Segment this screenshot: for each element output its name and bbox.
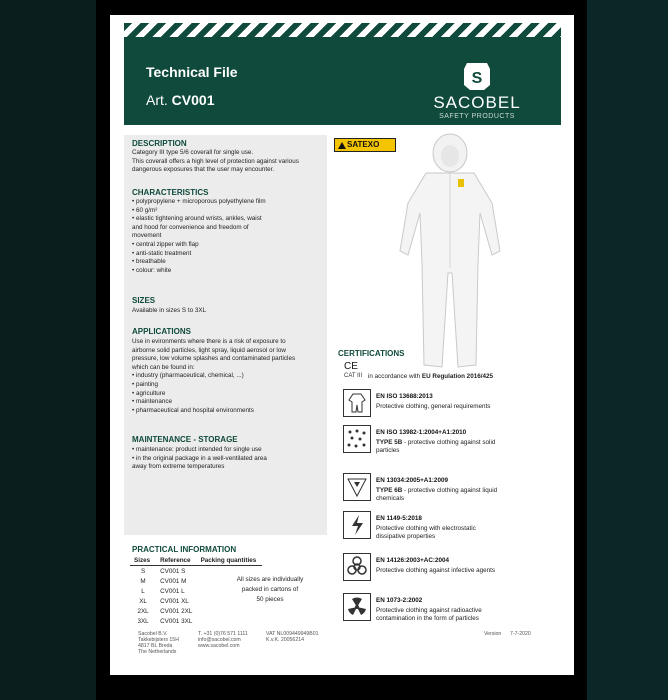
ce-mark: CE (344, 361, 358, 372)
satexo-label: SATEXO (347, 140, 380, 149)
cert-2-standard: EN ISO 13982-1:2004+A1:2010 (376, 429, 467, 436)
footer-version-label: Version (484, 631, 502, 637)
practical-heading: PRACTICAL INFORMATION (132, 545, 237, 554)
reference-cell: CV001 2XL (160, 607, 193, 615)
cert-2-type: TYPE 5B (376, 439, 403, 446)
applications-text: Use in evironments where there is a risk of exposure to airborne solid particles, light spray, liquid aerosol or low pressure, low volume splashes and contaminated particles which can be found in: • industry (pharmaceutical, chemical, ...) • painting • agriculture • maintenance • pharmaceutical and hospital environments (132, 338, 296, 414)
svg-text:S: S (471, 70, 483, 87)
column-header: Packing quantities (197, 557, 263, 566)
page-title: Technical File (146, 64, 238, 80)
leather-hide-icon (422, 59, 532, 93)
size-cell: 2XL (137, 607, 149, 615)
column-header: Reference (156, 557, 196, 566)
cert-2-description (376, 439, 495, 456)
size-cell: M (140, 577, 146, 585)
regulation-prefix: in accordance with (368, 373, 421, 380)
cert-3-text: - protective clothing against liquid chemicals (376, 487, 498, 503)
description-text: Category III type 5/6 coverall for single use. This coverall offers a high level of protection against various dangerous exposures that the user may encounter. (132, 149, 299, 174)
logo-wordmark: SACOBEL (433, 93, 521, 112)
cert-6-standard: EN 1073-2:2002 (376, 597, 423, 604)
cert-4-standard: EN 1149-5:2018 (376, 515, 422, 522)
footer-contact: T. +31 (0)76 571 1111 info@sacobel.com www.sacobel.com (198, 631, 248, 649)
maintenance-heading: MAINTENANCE - STORAGE (132, 435, 238, 444)
liquid-chemicals-pictogram-icon (343, 473, 371, 501)
cert-5-standard: EN 14126:2003+AC:2004 (376, 557, 449, 564)
reference-cell: CV001 3XL (160, 617, 193, 625)
logo-tagline: SAFETY PRODUCTS (439, 113, 515, 120)
technical-sheet (110, 15, 574, 675)
cert-4-description: Protective clothing with electrostatic dissipative properties (376, 525, 476, 541)
frame-left (0, 0, 96, 700)
sacobel-logo (422, 59, 532, 121)
footer-version-date: 7-7-2020 (510, 631, 531, 637)
white-coverall-image (388, 133, 518, 373)
reference-cell: CV001 S (160, 567, 186, 575)
size-cell: L (141, 587, 145, 595)
cert-3-standard: EN 13034:2005+A1:2009 (376, 477, 448, 484)
electrostatic-pictogram-icon (343, 511, 371, 539)
article-prefix: Art. (146, 92, 168, 108)
article-label (146, 92, 214, 108)
size-cell: XL (139, 597, 147, 605)
size-cell: S (140, 567, 146, 575)
cert-1-standard: EN ISO 13688:2013 (376, 393, 433, 400)
cert-1-description: Protective clothing, general requirements (376, 403, 491, 410)
biohazard-pictogram-icon (343, 553, 371, 581)
satexo-badge (334, 138, 396, 152)
coverall-pictogram-icon (343, 389, 371, 417)
radioactive-pictogram-icon (343, 593, 371, 621)
table-header-row (130, 557, 262, 566)
cert-3-description (376, 487, 497, 504)
cert-5-description: Protective clothing against infective agents (376, 567, 496, 574)
description-heading: DESCRIPTION (132, 139, 187, 148)
table-row (130, 606, 262, 616)
article-code: CV001 (171, 92, 215, 108)
sizes-text: Available in sizes S to 3XL (132, 307, 207, 314)
reference-cell: CV001 M (160, 577, 187, 585)
regulation-name: EU Regulation 2016/425 (421, 373, 493, 380)
cert-6-description: Protective clothing against radioactive contamination in the form of particles (376, 607, 482, 623)
characteristics-heading: CHARACTERISTICS (132, 188, 209, 197)
footer-address: Sacobel B.V. Takkebijsters 15H 4817 BL Breda The Netherlands (138, 631, 179, 655)
certifications-heading: CERTIFICATIONS (338, 349, 405, 358)
hazard-stripes (124, 23, 561, 37)
cat-label: CAT III (344, 373, 363, 379)
footer-vat: VAT NL009449949B01 K.v.K. 20056214 (266, 631, 319, 643)
frame-right (587, 0, 668, 700)
applications-heading: APPLICATIONS (132, 327, 191, 336)
warning-triangle-icon (338, 142, 346, 149)
reference-cell: CV001 XL (160, 597, 189, 605)
characteristics-text: • polypropylene + microporous polyethylene film • 60 g/m² • elastic tightening around wrists, ankles, waist and hood for convenience and freedom of movement • central zipper with flap • anti-static treatment • breathable • colour: white (132, 198, 266, 274)
column-header: Sizes (130, 557, 156, 566)
header-banner (124, 37, 561, 125)
packing-quantities: All sizes are individually packed in cartons of 50 pieces (236, 576, 304, 603)
regulation-text (368, 373, 493, 380)
cert-2-text: - protective clothing against solid particles (376, 439, 496, 455)
table-row (130, 616, 262, 626)
cert-3-type: TYPE 6B (376, 487, 403, 494)
solid-particles-pictogram-icon (343, 425, 371, 453)
frame-left-edge (96, 0, 110, 700)
maintenance-text: • maintenance: product intended for single use • in the original package in a well-ventilated area away from extreme temperatures (132, 446, 267, 471)
sizes-heading: SIZES (132, 296, 156, 305)
reference-cell: CV001 L (160, 587, 185, 595)
size-cell: 3XL (137, 617, 149, 625)
